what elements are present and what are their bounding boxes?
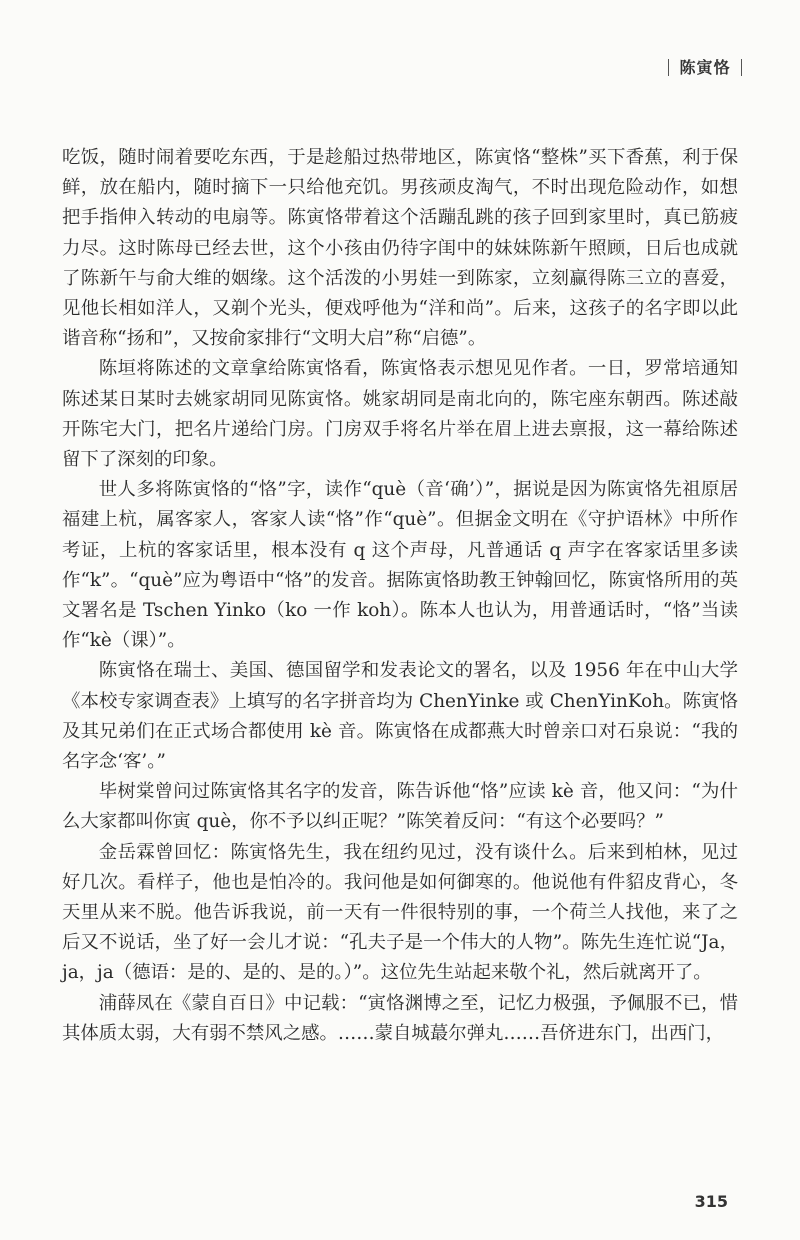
running-head-left-rule xyxy=(668,59,670,76)
running-head xyxy=(658,55,752,78)
paragraph: 金岳霖曾回忆：陈寅恪先生，我在纽约见过，没有谈什么。后来到柏林，见过好几次。看样子，他也是怕冷的。我问他是如何御寒的。他说他有件貂皮背心，冬天里从来不脱。他告诉我说，前一天有一件很特别的事，一个荷兰人找他，来了之后又不说话，坐了好一会儿才说：“孔夫子是一个伟大的人物”。陈先生连忙说“Ja，ja，ja（德语：是的、是的、是的。）”。这位先生站起来敬个礼，然后就离开了。 xyxy=(62,841,738,984)
page-number: 315 xyxy=(694,1192,728,1211)
running-head-right-rule xyxy=(741,59,743,76)
paragraph: 毕树棠曾问过陈寅恪其名字的发音，陈告诉他“恪”应读 kè 音，他又问：“为什么大家都叫你寅 què，你不予以纠正呢？”陈笑着反问：“有这个必要吗？” xyxy=(62,781,738,833)
paragraph: 浦薛凤在《蒙自百日》中记载：“寅恪渊博之至，记忆力极强，予佩服不已，惜其体质太弱，大有弱不禁风之感。……蒙自城蕞尔弹丸……吾侪进东门，出西门， xyxy=(62,992,738,1044)
paragraph: 陈垣将陈述的文章拿给陈寅恪看，陈寅恪表示想见见作者。一日，罗常培通知陈述某日某时去姚家胡同见陈寅恪。姚家胡同是南北向的，陈宅座东朝西。陈述敲开陈宅大门，把名片递给门房。门房双手将名片举在眉上进去禀报，这一幕给陈述留下了深刻的印象。 xyxy=(62,358,738,471)
paragraph: 世人多将陈寅恪的“恪”字，读作“què（音‘确’）”，据说是因为陈寅恪先祖原居福建上杭，属客家人，客家人读“恪”作“què”。但据金文明在《守护语林》中所作考证，上杭的客家话里，根本没有 q 这个声母，凡普通话 q 声字在客家话里多读作“k”。“què”应为粤语中“恪”的发音。据陈寅恪助教王钟翰回忆，陈寅恪所用的英文署名是 Tschen Yinko（ko 一作 koh）。陈本人也认为，用普通话时，“恪”当读作“kè（课）”。 xyxy=(62,479,738,652)
running-head-title: 陈寅恪 xyxy=(679,58,731,77)
paragraph: 吃饭，随时闹着要吃东西，于是趁船过热带地区，陈寅恪“整株”买下香蕉，利于保鲜，放在船内，随时摘下一只给他充饥。男孩顽皮淘气，不时出现危险动作，如想把手指伸入转动的电扇等。陈寅恪带着这个活蹦乱跳的孩子回到家里时，真已筋疲力尽。这时陈母已经去世，这个小孩由仍待字闺中的妹妹陈新午照顾，日后也成就了陈新午与俞大维的姻缘。这个活泼的小男娃一到陈家，立刻赢得陈三立的喜爱，见他长相如洋人，又剃个光头，便戏呼他为“洋和尚”。后来，这孩子的名字即以此谐音称“扬和”，又按俞家排行“文明大启”称“启德”。 xyxy=(62,147,738,350)
paragraph: 陈寅恪在瑞士、美国、德国留学和发表论文的署名，以及 1956 年在中山大学《本校专家调查表》上填写的名字拼音均为 ChenYinke 或 ChenYinKoh。陈寅恪及其兄弟们在正式场合都使用 kè 音。陈寅恪在成都燕大时曾亲口对石泉说：“我的名字念‘客’。” xyxy=(62,660,738,773)
body-text xyxy=(62,143,738,1049)
